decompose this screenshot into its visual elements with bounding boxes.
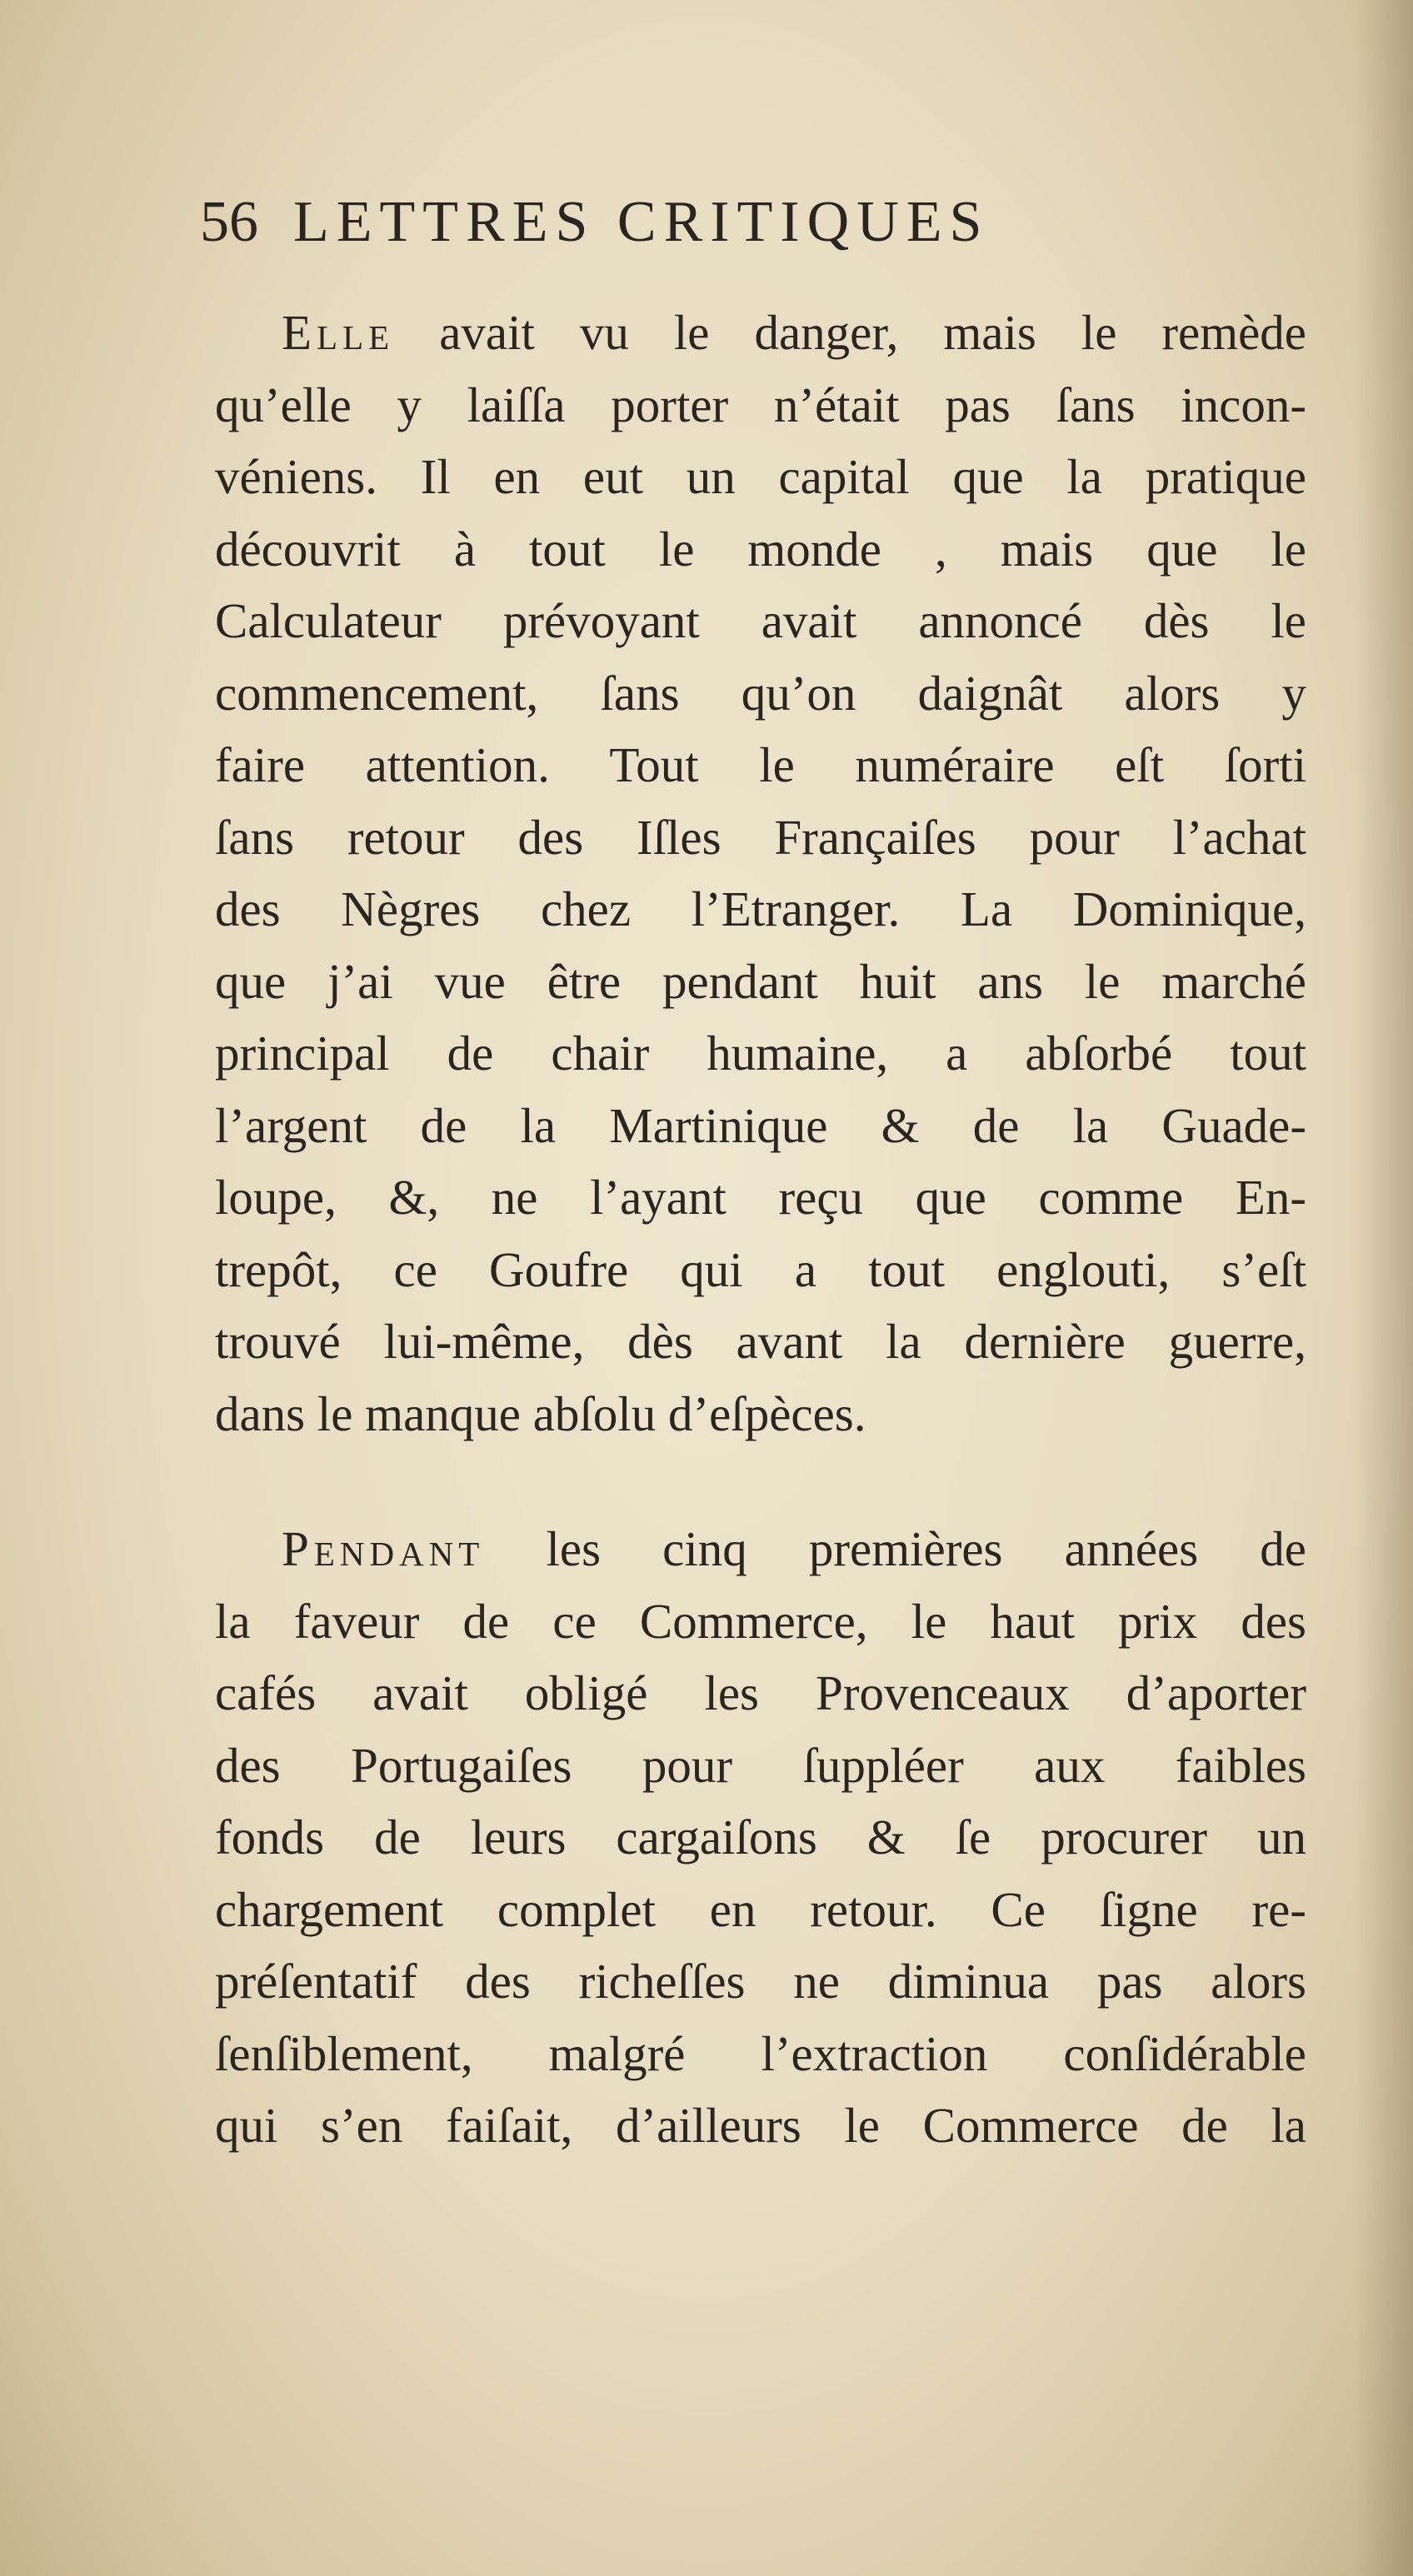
- text-line: préſentatif des richeſſes ne diminua pas alors: [215, 1954, 1306, 2009]
- running-header: [200, 185, 1216, 260]
- text-line: principal de chair humaine, a abſorbé tout: [215, 1026, 1306, 1081]
- text-line: que j’ai vue être pendant huit ans le marché: [215, 953, 1306, 1009]
- page-number: 56: [200, 190, 258, 254]
- text-line: Calculateur prévoyant avait annoncé dès le: [215, 593, 1306, 648]
- paragraph-2: [215, 1513, 1306, 2162]
- text-line: trepôt, ce Goufre qui a tout englouti, s’eſt: [215, 1241, 1306, 1297]
- paragraph-1: [215, 297, 1306, 1450]
- text-line: [215, 297, 1306, 369]
- line-text: avait vu le danger, mais le remède: [394, 305, 1306, 360]
- text-line: des Nègres chez l’Etranger. La Dominique,: [215, 881, 1306, 936]
- text-line: qu’elle y laiſſa porter n’était pas ſans incon-: [215, 377, 1306, 432]
- text-line: véniens. Il en eut un capital que la pratique: [215, 449, 1306, 504]
- lead-word: Pendant: [282, 1521, 485, 1576]
- text-line: chargement complet en retour. Ce ſigne re-: [215, 1881, 1306, 1937]
- text-line: commencement, ſans qu’on daignât alors y: [215, 665, 1306, 721]
- text-line: découvrit à tout le monde , mais que le: [215, 521, 1306, 577]
- text-line: cafés avait obligé les Provenceaux d’aporter: [215, 1665, 1306, 1720]
- text-line: ſenſiblement, malgré l’extraction conſidérable: [215, 2025, 1306, 2081]
- text-line: dans le manque abſolu d’eſpèces.: [215, 1385, 866, 1441]
- text-line: faire attention. Tout le numéraire eſt ſorti: [215, 737, 1306, 792]
- text-line: l’argent de la Martinique & de la Guade-: [215, 1097, 1306, 1153]
- running-title: LETTRES CRITIQUES: [293, 190, 990, 254]
- text-line: des Portugaiſes pour ſuppléer aux faibles: [215, 1737, 1306, 1793]
- lead-word: Elle: [282, 305, 395, 360]
- text-line: ſans retour des Iſles Françaiſes pour l’achat: [215, 809, 1306, 865]
- line-text: les cinq premières années de: [484, 1521, 1306, 1576]
- text-line: [215, 1513, 1306, 1585]
- page-edge-shadow: [1355, 0, 1413, 2576]
- text-line: fonds de leurs cargaiſons & ſe procurer un: [215, 1810, 1306, 1865]
- text-line: la faveur de ce Commerce, le haut prix des: [215, 1593, 1306, 1649]
- text-line: qui s’en faiſait, d’ailleurs le Commerce de la: [215, 2098, 1306, 2153]
- text-line: loupe, &, ne l’ayant reçu que comme En-: [215, 1170, 1306, 1225]
- text-line: trouvé lui-même, dès avant la dernière guerre,: [215, 1314, 1306, 1369]
